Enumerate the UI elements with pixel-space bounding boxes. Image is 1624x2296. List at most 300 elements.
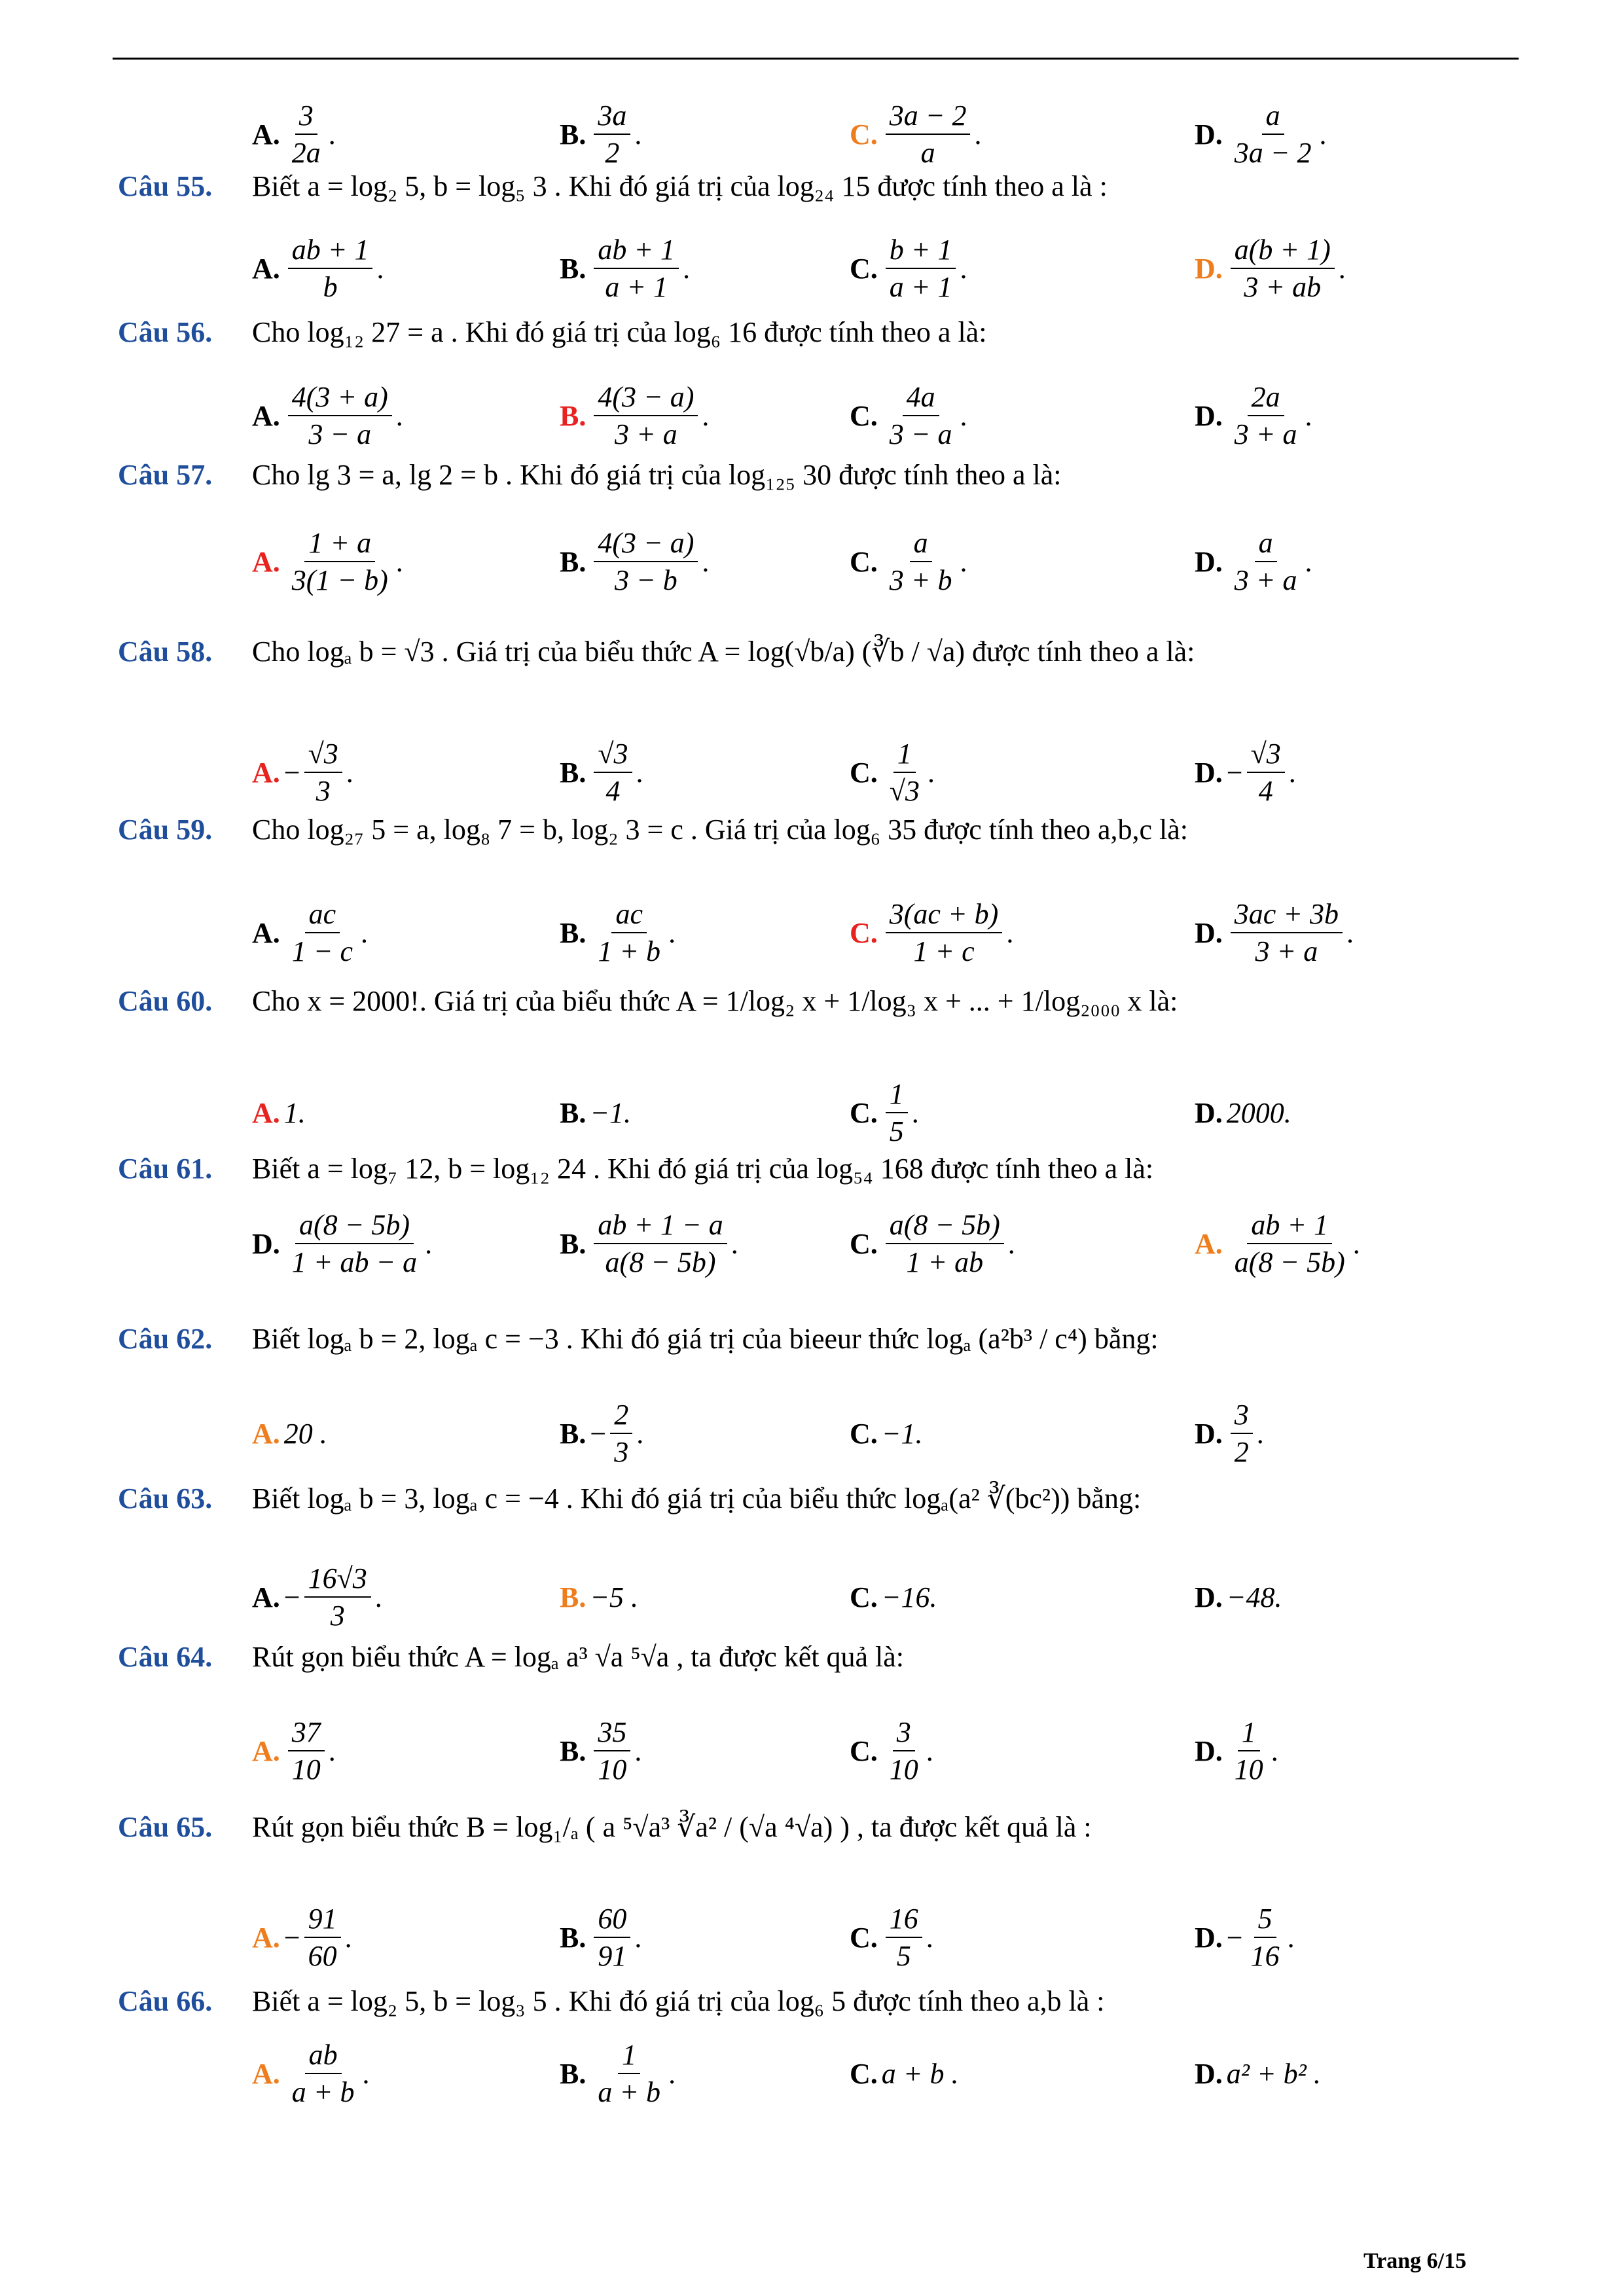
option-letter: C.: [850, 545, 878, 578]
period: .: [668, 2057, 676, 2090]
option-letter: D.: [1195, 545, 1223, 578]
denominator: 60: [308, 1940, 337, 1972]
numerator: 4a: [903, 379, 939, 416]
period: .: [1271, 1734, 1278, 1767]
period: .: [634, 1921, 642, 1954]
question-text: Biết a = log₇ 12, b = log₁₂ 24 . Khi đó giá trị của log₅₄ 168 được tính theo a là:: [252, 1153, 1154, 1185]
question-text: Cho lg 3 = a, lg 2 = b . Khi đó giá trị của log₁₂₅ 30 được tính theo a là:: [252, 459, 1062, 491]
option-letter: D.: [1195, 1096, 1223, 1129]
answer-option[interactable]: [560, 95, 641, 173]
answer-option[interactable]: [560, 2034, 676, 2113]
period: .: [634, 118, 642, 151]
period: .: [395, 399, 403, 432]
fraction: [886, 896, 1003, 969]
answer-option[interactable]: [1195, 522, 1312, 601]
option-letter: C.: [850, 118, 878, 151]
answer-option[interactable]: [850, 1204, 1015, 1283]
period: .: [636, 1417, 644, 1450]
option-letter: B.: [560, 1581, 586, 1613]
answer-option[interactable]: [560, 229, 690, 308]
answer-option[interactable]: [560, 1558, 638, 1636]
fraction: [1231, 98, 1316, 171]
option-letter: A.: [252, 1921, 280, 1954]
period: .: [344, 1921, 352, 1954]
answer-option[interactable]: [850, 2034, 958, 2113]
option-letter: C.: [850, 399, 878, 432]
fraction: [1231, 525, 1301, 598]
question-number: Câu 55.: [118, 170, 213, 202]
option-value: −1.: [590, 1096, 632, 1129]
numerator: 4(3 + a): [288, 379, 392, 416]
numerator: 3: [893, 1714, 915, 1751]
denominator: a + 1: [605, 271, 668, 303]
option-letter: B.: [560, 118, 586, 151]
fraction: [1231, 232, 1335, 305]
denominator: 3 − b: [615, 564, 677, 596]
question-text: Biết a = log₂ 5, b = log₅ 3 . Khi đó giá trị của log₂₄ 15 được tính theo a là :: [252, 170, 1108, 202]
numerator: ab + 1 − a: [594, 1207, 727, 1244]
period: .: [376, 252, 384, 285]
answer-option[interactable]: [1195, 1558, 1282, 1636]
numerator: a(8 − 5b): [886, 1207, 1004, 1244]
question-number: Câu 65.: [118, 1811, 213, 1843]
denominator: a(8 − 5b): [1234, 1246, 1345, 1278]
numerator: ac: [305, 896, 340, 933]
fraction: [288, 2037, 359, 2110]
fraction: [288, 1207, 421, 1280]
answer-option[interactable]: [252, 1073, 306, 1152]
period: .: [1287, 1921, 1295, 1954]
period: .: [926, 1734, 933, 1767]
option-letter: A.: [252, 916, 280, 949]
answer-option[interactable]: [850, 1394, 922, 1473]
denominator: 10: [291, 1753, 321, 1785]
fraction: [288, 98, 325, 171]
denominator: 3 + a: [615, 418, 677, 450]
numerator: 5: [1254, 1901, 1276, 1938]
question-number: Câu 66.: [118, 1985, 213, 2017]
option-letter: D.: [1195, 1734, 1223, 1767]
numerator: 37: [288, 1714, 325, 1751]
fraction: [288, 232, 373, 305]
answer-option[interactable]: [252, 95, 336, 173]
question-number: Câu 59.: [118, 814, 213, 846]
period: .: [702, 399, 710, 432]
numerator: 2: [610, 1397, 632, 1434]
question-number: Câu 61.: [118, 1153, 213, 1185]
answer-option[interactable]: [252, 1558, 382, 1636]
answer-option[interactable]: [1195, 1073, 1291, 1152]
fraction: [594, 1207, 727, 1280]
option-letter: C.: [850, 1417, 878, 1450]
option-letter: B.: [560, 2057, 586, 2090]
top-rule: [113, 58, 1519, 60]
denominator: a + b: [291, 2076, 355, 2108]
period: .: [1305, 545, 1312, 578]
answer-option[interactable]: [560, 522, 709, 601]
denominator: 3(1 − b): [291, 564, 388, 596]
period: .: [926, 1921, 933, 1954]
fraction: [594, 1714, 630, 1787]
numerator: √3: [304, 736, 342, 773]
fraction: [610, 1397, 632, 1470]
fraction: [288, 896, 357, 969]
option-value: 2000.: [1226, 1096, 1291, 1129]
period: .: [346, 756, 353, 789]
period: .: [395, 545, 403, 578]
numerator: a: [1255, 525, 1277, 562]
numerator: 4(3 − a): [594, 525, 698, 562]
minus-sign: −: [1226, 756, 1243, 789]
minus-sign: −: [590, 1417, 607, 1450]
option-letter: A.: [252, 399, 280, 432]
numerator: 1: [1238, 1714, 1260, 1751]
answer-option[interactable]: [850, 229, 967, 308]
fraction: [594, 2037, 664, 2110]
denominator: 5: [889, 1115, 904, 1147]
period: .: [1006, 916, 1014, 949]
fraction: [288, 1714, 325, 1787]
period: .: [683, 252, 691, 285]
fraction: [1231, 1714, 1267, 1787]
fraction: [288, 379, 392, 452]
period: .: [668, 916, 676, 949]
denominator: 91: [598, 1940, 627, 1972]
numerator: 3a: [594, 98, 630, 135]
numerator: 3: [295, 98, 317, 135]
numerator: 1 + a: [304, 525, 375, 562]
option-value: −5 .: [590, 1581, 639, 1613]
numerator: b + 1: [886, 232, 956, 269]
option-letter: D.: [1195, 2057, 1223, 2090]
numerator: ab + 1: [288, 232, 373, 269]
period: .: [927, 756, 935, 789]
option-letter: B.: [560, 1417, 586, 1450]
option-letter: B.: [560, 756, 586, 789]
denominator: 3 − a: [308, 418, 372, 450]
answer-option[interactable]: [252, 893, 368, 972]
fraction: [886, 379, 956, 452]
option-letter: A.: [252, 118, 280, 151]
period: .: [960, 399, 967, 432]
answer-option[interactable]: [850, 1712, 933, 1790]
answer-option[interactable]: [252, 733, 353, 812]
fraction: [886, 1207, 1004, 1280]
period: .: [1338, 252, 1346, 285]
period: .: [974, 118, 982, 151]
denominator: a + b: [598, 2076, 661, 2108]
numerator: 3a − 2: [886, 98, 971, 135]
answer-option[interactable]: [850, 1558, 937, 1636]
denominator: 5: [896, 1940, 911, 1972]
numerator: a: [910, 525, 932, 562]
denominator: 3 + a: [1234, 564, 1297, 596]
question-number: Câu 62.: [118, 1323, 213, 1355]
denominator: 10: [1234, 1753, 1263, 1785]
option-letter: D.: [1195, 1417, 1223, 1450]
option-letter: C.: [850, 1581, 878, 1613]
option-letter: B.: [560, 545, 586, 578]
denominator: 2: [1234, 1436, 1249, 1468]
denominator: 3: [330, 1600, 345, 1632]
option-letter: C.: [850, 1734, 878, 1767]
option-letter: C.: [850, 1096, 878, 1129]
fraction: [594, 525, 698, 598]
question-text: Biết logₐ b = 3, logₐ c = −4 . Khi đó giá trị của biểu thức logₐ(a² ∛(bc²)) bằng:: [252, 1482, 1142, 1515]
fraction: [1231, 1397, 1253, 1470]
option-letter: C.: [850, 2057, 878, 2090]
numerator: 3: [1231, 1397, 1253, 1434]
option-letter: D.: [1195, 118, 1223, 151]
period: .: [362, 2057, 370, 2090]
answer-option[interactable]: [1195, 733, 1296, 812]
option-letter: A.: [252, 1734, 280, 1767]
option-letter: C.: [850, 1921, 878, 1954]
question-text: Rút gọn biểu thức A = logₐ a³ √a ⁵√a , ta được kết quả là:: [252, 1641, 904, 1673]
option-letter: B.: [560, 1734, 586, 1767]
minus-sign: −: [283, 1581, 300, 1613]
fraction: [886, 1076, 908, 1149]
numerator: 60: [594, 1901, 630, 1938]
answer-option[interactable]: [252, 1712, 336, 1790]
period: .: [960, 545, 967, 578]
period: .: [1288, 756, 1296, 789]
period: .: [702, 545, 710, 578]
denominator: 3 + b: [889, 564, 952, 596]
numerator: 4(3 − a): [594, 379, 698, 416]
answer-option[interactable]: [1195, 1898, 1295, 1977]
denominator: 10: [598, 1753, 627, 1785]
numerator: a: [1262, 98, 1284, 135]
numerator: 3ac + 3b: [1231, 896, 1343, 933]
denominator: 3 + a: [1255, 935, 1318, 967]
fraction: [594, 98, 630, 171]
answer-option[interactable]: [1195, 1712, 1278, 1790]
answer-option[interactable]: [560, 1073, 631, 1152]
option-letter: D.: [1195, 252, 1223, 285]
answer-option[interactable]: [252, 1898, 352, 1977]
fraction: [886, 1901, 922, 1974]
answer-option[interactable]: [1195, 95, 1326, 173]
answer-option[interactable]: [560, 893, 676, 972]
denominator: 4: [1258, 775, 1273, 807]
denominator: 16: [1250, 1940, 1280, 1972]
period: .: [425, 1227, 433, 1260]
denominator: 1 + ab − a: [291, 1246, 418, 1278]
numerator: 3(ac + b): [886, 896, 1003, 933]
numerator: 2a: [1248, 379, 1284, 416]
period: .: [1352, 1227, 1360, 1260]
denominator: 3: [316, 775, 331, 807]
denominator: a + 1: [889, 271, 952, 303]
option-letter: A.: [252, 252, 280, 285]
answer-option[interactable]: [850, 95, 981, 173]
question-text: Cho x = 2000!. Giá trị của biểu thức A = 1/log₂ x + 1/log₃ x + ... + 1/log₂₀₀₀ x là:: [252, 985, 1178, 1017]
fraction: [594, 896, 664, 969]
option-value: −16.: [881, 1581, 937, 1613]
numerator: 16√3: [304, 1560, 371, 1598]
period: .: [361, 916, 369, 949]
answer-option[interactable]: [850, 376, 967, 455]
denominator: 1 − c: [291, 935, 353, 967]
answer-option[interactable]: [1195, 893, 1354, 972]
option-letter: B.: [560, 252, 586, 285]
minus-sign: −: [283, 756, 300, 789]
answer-option[interactable]: [1195, 1204, 1360, 1283]
answer-option[interactable]: [252, 1204, 432, 1283]
option-letter: D.: [1195, 916, 1223, 949]
period: .: [911, 1096, 919, 1129]
numerator: ab + 1: [1247, 1207, 1332, 1244]
option-letter: B.: [560, 1096, 586, 1129]
page-number: Trang 6/15: [1363, 2249, 1467, 2273]
answer-option[interactable]: [560, 376, 709, 455]
answer-option[interactable]: [850, 522, 967, 601]
numerator: √3: [594, 736, 632, 773]
period: .: [634, 1734, 642, 1767]
period: .: [1346, 916, 1354, 949]
period: .: [1319, 118, 1327, 151]
denominator: 2: [605, 137, 620, 169]
answer-option[interactable]: [252, 376, 403, 455]
answer-option[interactable]: [252, 1394, 327, 1473]
answer-option[interactable]: [560, 1712, 641, 1790]
answer-option[interactable]: [252, 522, 403, 601]
fraction: [1231, 1207, 1349, 1280]
option-letter: A.: [252, 756, 280, 789]
option-letter: D.: [1195, 399, 1223, 432]
question-text: Cho log₂₇ 5 = a, log₈ 7 = b, log₂ 3 = c . Giá trị của log₆ 35 được tính theo a,b,c là:: [252, 814, 1189, 846]
fraction: [594, 736, 632, 809]
option-letter: B.: [560, 1921, 586, 1954]
question-text: Biết logₐ b = 2, logₐ c = −3 . Khi đó giá trị của bieeur thức logₐ (a²b³ / c⁴) bằng:: [252, 1323, 1159, 1355]
denominator: 3 + ab: [1244, 271, 1322, 303]
numerator: a(b + 1): [1231, 232, 1335, 269]
numerator: ab: [305, 2037, 342, 2074]
answer-option[interactable]: [850, 733, 935, 812]
fraction: [1231, 896, 1343, 969]
period: .: [1305, 399, 1312, 432]
period: .: [1256, 1417, 1264, 1450]
denominator: 3 + a: [1234, 418, 1297, 450]
option-letter: D.: [252, 1227, 280, 1260]
minus-sign: −: [283, 1921, 300, 1954]
option-value: a² + b² .: [1226, 2057, 1321, 2090]
option-value: −1.: [881, 1417, 923, 1450]
answer-option[interactable]: [560, 1898, 641, 1977]
option-letter: C.: [850, 1227, 878, 1260]
option-letter: B.: [560, 399, 586, 432]
answer-option[interactable]: [1195, 2034, 1321, 2113]
question-number: Câu 64.: [118, 1641, 213, 1673]
denominator: a(8 − 5b): [605, 1246, 716, 1278]
question-text: Cho logₐ b = √3 . Giá trị của biểu thức A = log(√b/a) (∛b / √a) được tính theo a là:: [252, 636, 1195, 668]
question-number: Câu 63.: [118, 1482, 213, 1515]
denominator: 4: [605, 775, 621, 807]
answer-option[interactable]: [1195, 1394, 1264, 1473]
numerator: 35: [594, 1714, 630, 1751]
option-letter: C.: [850, 756, 878, 789]
fraction: [886, 525, 956, 598]
fraction: [304, 1901, 341, 1974]
period: .: [960, 252, 967, 285]
period: .: [374, 1581, 382, 1613]
question-number: Câu 60.: [118, 985, 213, 1017]
option-letter: A.: [252, 1096, 280, 1129]
question-number: Câu 57.: [118, 459, 213, 491]
numerator: 91: [304, 1901, 341, 1938]
denominator: 3 − a: [889, 418, 952, 450]
denominator: 3: [614, 1436, 629, 1468]
fraction: [886, 232, 956, 305]
denominator: a: [920, 137, 935, 169]
question-text: Rút gọn biểu thức B = log₁/ₐ ( a ⁵√a³ ∛a² / (√a ⁴√a) ) , ta được kết quả là :: [252, 1811, 1092, 1843]
period: .: [328, 118, 336, 151]
numerator: 1: [893, 736, 916, 773]
denominator: b: [323, 271, 338, 303]
answer-option[interactable]: [560, 1204, 738, 1283]
question-text: Cho log₁₂ 27 = a . Khi đó giá trị của log₆ 16 được tính theo a là:: [252, 316, 987, 348]
option-letter: B.: [560, 1227, 586, 1260]
option-letter: A.: [252, 1581, 280, 1613]
denominator: 1 + ab: [906, 1246, 984, 1278]
option-value: a + b .: [881, 2057, 959, 2090]
numerator: 16: [886, 1901, 922, 1938]
period: .: [636, 756, 643, 789]
period: .: [731, 1227, 738, 1260]
fraction: [304, 1560, 371, 1634]
answer-option[interactable]: [1195, 376, 1312, 455]
option-value: 20 .: [283, 1417, 327, 1450]
answer-option[interactable]: [850, 1898, 933, 1977]
answer-option[interactable]: [1195, 229, 1346, 308]
denominator: √3: [889, 775, 920, 807]
denominator: 1 + c: [913, 935, 975, 967]
fraction: [886, 98, 971, 171]
question-text: Biết a = log₂ 5, b = log₃ 5 . Khi đó giá trị của log₆ 5 được tính theo a,b là :: [252, 1985, 1105, 2017]
fraction: [1231, 379, 1301, 452]
option-letter: A.: [252, 1417, 280, 1450]
option-letter: D.: [1195, 1581, 1223, 1613]
answer-option[interactable]: [850, 893, 1013, 972]
question-number: Câu 56.: [118, 316, 213, 348]
answer-option[interactable]: [560, 733, 643, 812]
fraction: [886, 736, 924, 809]
option-letter: C.: [850, 916, 878, 949]
option-letter: B.: [560, 916, 586, 949]
answer-option[interactable]: [850, 1073, 919, 1152]
option-letter: C.: [850, 252, 878, 285]
option-letter: D.: [1195, 756, 1223, 789]
option-letter: A.: [252, 2057, 280, 2090]
answer-option[interactable]: [560, 1394, 643, 1473]
answer-option[interactable]: [252, 229, 384, 308]
fraction: [594, 232, 679, 305]
option-letter: A.: [252, 545, 280, 578]
numerator: ac: [611, 896, 647, 933]
fraction: [886, 1714, 922, 1787]
option-letter: D.: [1195, 1921, 1223, 1954]
fraction: [1247, 1901, 1284, 1974]
fraction: [288, 525, 392, 598]
option-letter: A.: [1195, 1227, 1223, 1260]
question-number: Câu 58.: [118, 636, 213, 668]
answer-option[interactable]: [252, 2034, 369, 2113]
option-value: 1.: [283, 1096, 306, 1129]
fraction: [594, 1901, 630, 1974]
period: .: [1007, 1227, 1015, 1260]
numerator: 1: [618, 2037, 640, 2074]
